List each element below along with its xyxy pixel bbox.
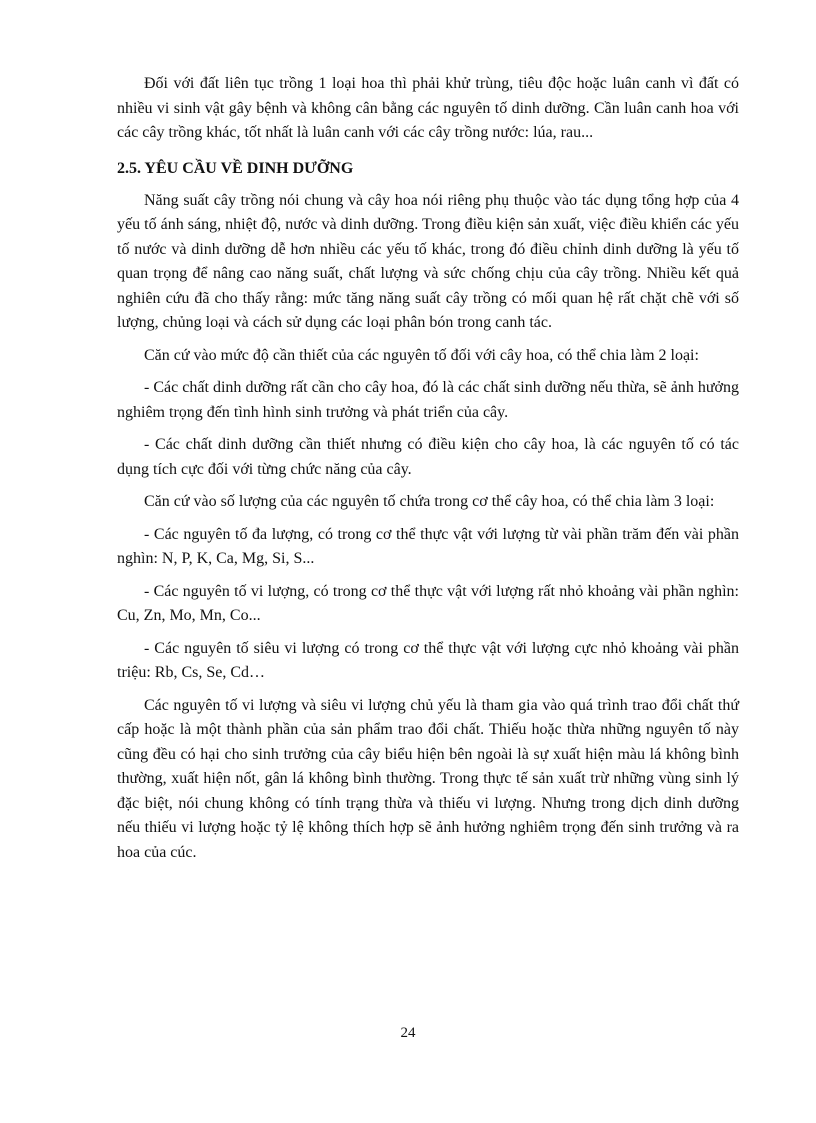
list-item-macronutrients: - Các nguyên tố đa lượng, có trong cơ thể thực vật với lượng từ vài phần trăm đến vài phần nghìn: N, P, K, Ca, Mg, Si, S...	[117, 525, 739, 567]
paragraph-classification-quantity: Căn cứ vào số lượng của các nguyên tố chứa trong cơ thể cây hoa, có thể chia làm 3 loại:	[144, 493, 715, 510]
paragraph-micronutrient-role: Các nguyên tố vi lượng và siêu vi lượng chủ yếu là tham gia vào quá trình trao đổi chất thứ cấp hoặc là một thành phần của sản phẩm trao đổi chất. Thiếu hoặc thừa những nguyên tố này cũng đều có hại cho sinh trưởng của cây biểu hiện bên ngoài là sự xuất hiện màu lá không bình thường, xuất hiện nốt, gân lá không bình thường. Trong thực tế sản xuất trừ những vùng sinh lý đặc biệt, nói chung không có tính trạng thừa và thiếu vi lượng. Nhưng trong dịch dinh dưỡng nếu thiếu vi lượng hoặc tỷ lệ không thích hợp sẽ ảnh hưởng nghiêm trọng đến sinh trưởng và ra hoa của cúc.	[117, 696, 739, 861]
page-number: 24	[400, 1025, 416, 1041]
list-item-essential-nutrients: - Các chất dinh dưỡng rất cần cho cây hoa, đó là các chất sinh dưỡng nếu thừa, sẽ ảnh hưởng nghiêm trọng đến tình hình sinh trưởng và phát triển của cây.	[117, 379, 739, 421]
paragraph-productivity: Năng suất cây trồng nói chung và cây hoa nói riêng phụ thuộc vào tác dụng tổng hợp của 4 yếu tố ánh sáng, nhiệt độ, nước và dinh dưỡng. Trong điều kiện sản xuất, việc điều khiển các yếu tố nước và dinh dưỡng dễ hơn nhiều các yếu tố khác, trong đó điều chỉnh dinh dưỡng là yếu tố quan trọng để nâng cao năng suất, chất lượng và sức chống chịu của cây trồng. Nhiều kết quả nghiên cứu đã cho thấy rằng: mức tăng năng suất cây trồng có mối quan hệ rất chặt chẽ với số lượng, chủng loại và cách sử dụng các loại phân bón trong canh tác.	[117, 191, 739, 331]
section-heading: 2.5. YÊU CẦU VỀ DINH DƯỠNG	[117, 159, 354, 177]
list-item-ultra-micronutrients: - Các nguyên tố siêu vi lượng có trong cơ thể thực vật với lượng cực nhỏ khoảng vài phần triệu: Rb, Cs, Se, Cd…	[117, 639, 739, 681]
list-item-conditional-nutrients: - Các chất dinh dưỡng cần thiết nhưng có điều kiện cho cây hoa, là các nguyên tố có tác dụng tích cực đối với từng chức năng của cây.	[117, 436, 739, 478]
paragraph-classification-necessity: Căn cứ vào mức độ cần thiết của các nguyên tố đối với cây hoa, có thể chia làm 2 loại:	[144, 346, 699, 364]
paragraph-crop-rotation: Đối với đất liên tục trồng 1 loại hoa thì phải khử trùng, tiêu độc hoặc luân canh vì đất có nhiều vi sinh vật gây bệnh và không cân bằng các nguyên tố dinh dưỡng. Cần luân canh hoa với các cây trồng khác, tốt nhất là luân canh với các cây trồng nước: lúa, rau...	[117, 75, 739, 141]
page-content	[117, 72, 739, 873]
list-item-micronutrients: - Các nguyên tố vi lượng, có trong cơ thể thực vật với lượng rất nhỏ khoảng vài phần nghìn: Cu, Zn, Mo, Mn, Co...	[117, 582, 739, 624]
